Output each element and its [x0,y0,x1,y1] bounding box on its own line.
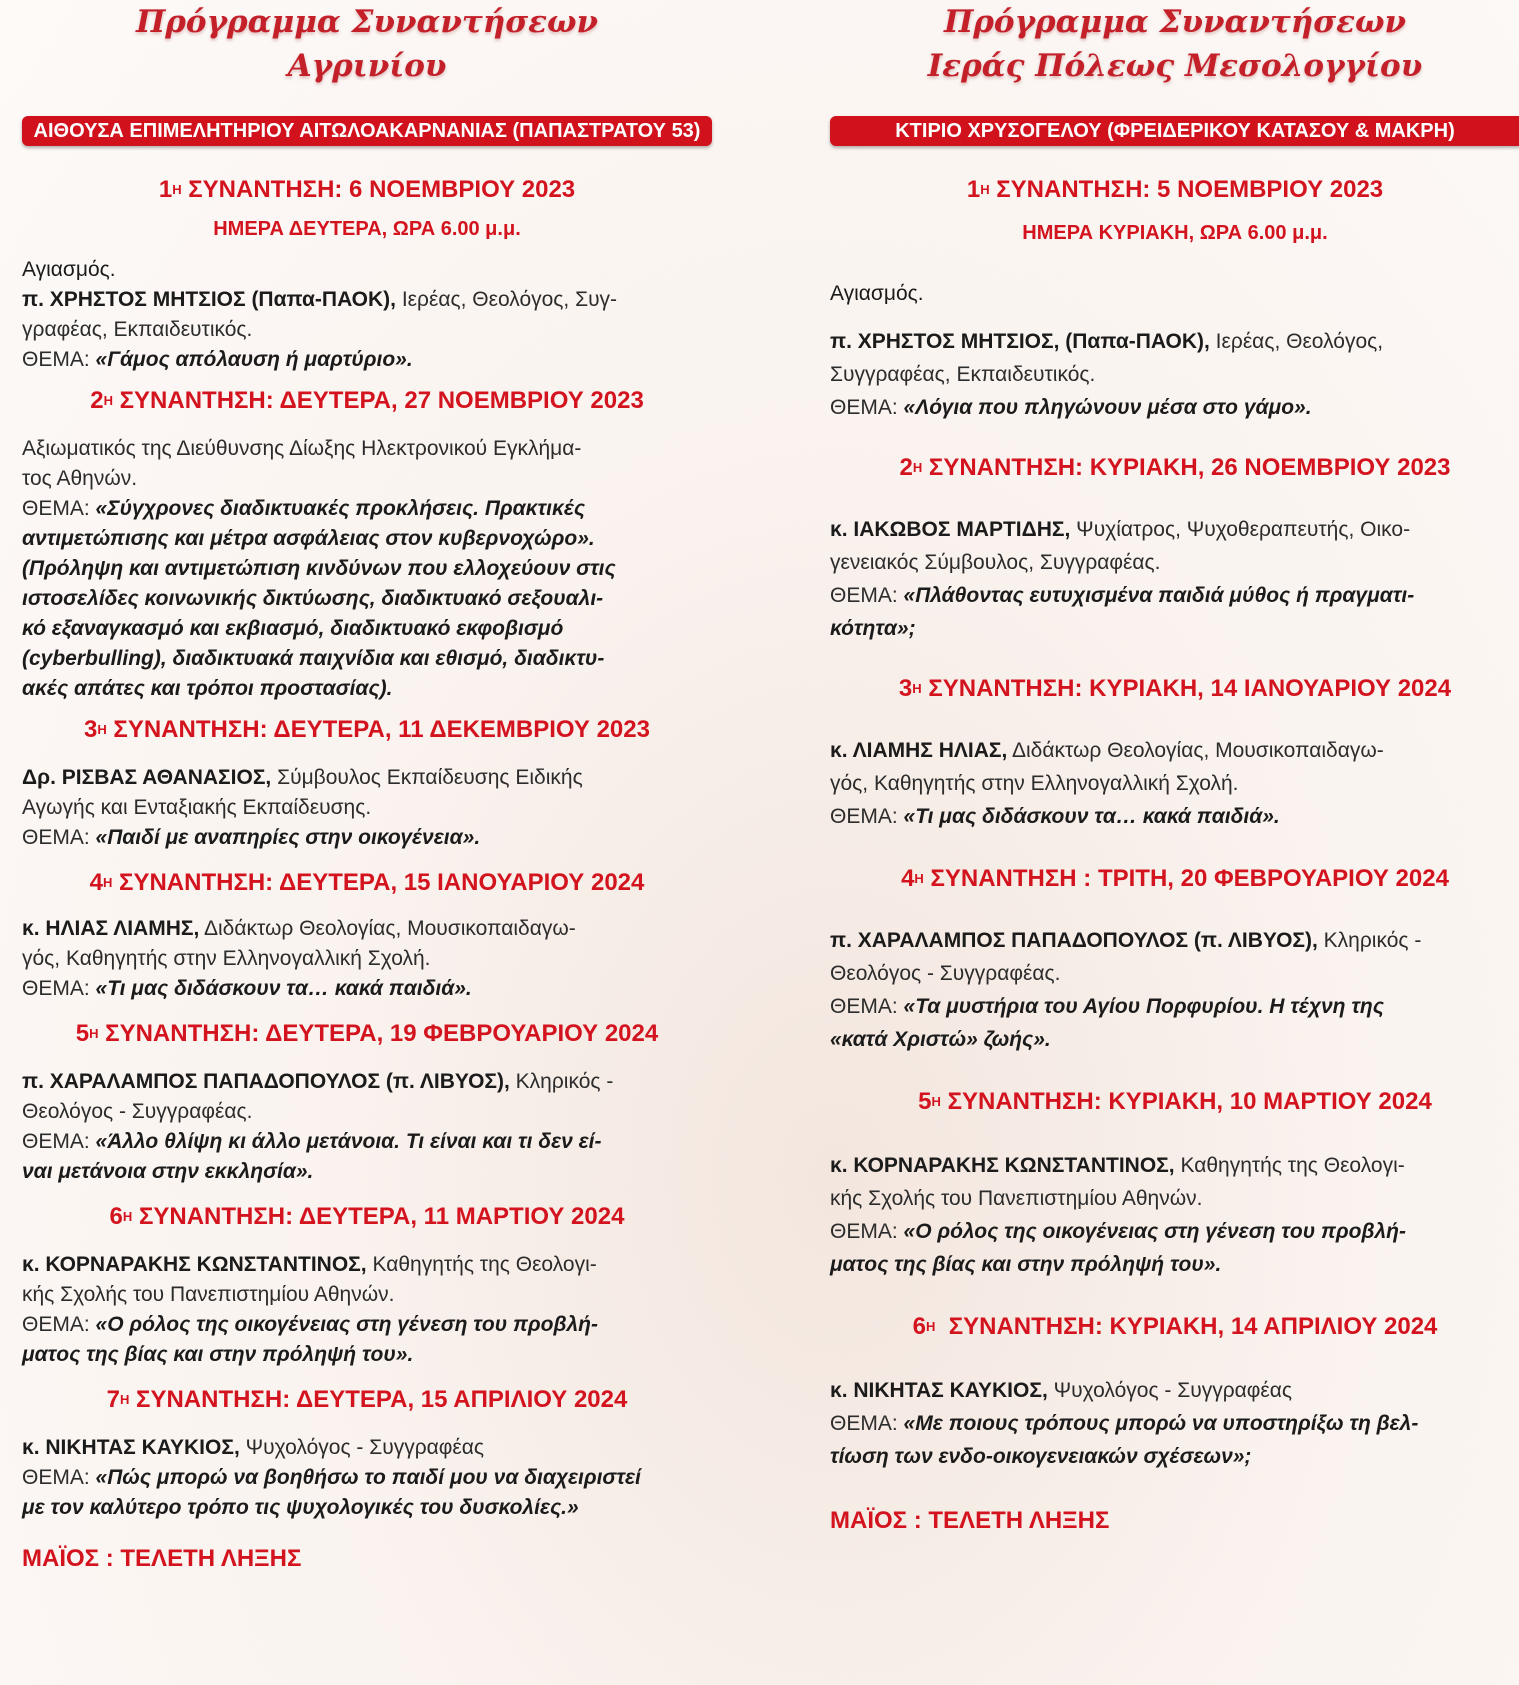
agrinio-title-line1: Πρόγραμμα Συναντήσεων [136,4,598,40]
meeting-heading: $5^H$ ΣΥΝΑΝΤΗΣΗ: ΚΥΡΙΑΚΗ, 10 ΜΑΡΤΙΟΥ 2024 [918,1088,1432,1115]
meeting-heading: $3^H$ ΣΥΝΑΝΤΗΣΗ: ΔΕΥΤΕΡΑ, 11 ΔΕΚΕΜΒΡΙΟΥ 2023 [84,716,650,743]
agrinio-venue-banner: ΑΙΘΟΥΣΑ ΕΠΙΜΕΛΗΤΗΡΙΟΥ ΑΙΤΩΛΟΑΚΑΡΝΑΝΙΑΣ (ΠΑΠΑΣΤΡΑΤΟΥ 53) [22,116,712,146]
meeting-heading: $4^H$ ΣΥΝΑΝΤΗΣΗ: ΔΕΥΤΕΡΑ, 15 ΙΑΝΟΥΑΡΙΟΥ 2024 [89,869,645,896]
meeting-details: κ. ΗΛΙΑΣ ΛΙΑΜΗΣ, Διδάκτωρ Θεολογίας, Μουσικοπαιδαγω- γός, Καθηγητής στην Ελληνογαλλική Σχολή. ΘΕΜΑ: «Τι μας διδάσκουν τα… κακά παιδιά». [22,917,576,1000]
mesolongi-title-line2: Ιεράς Πόλεως Μεσολογγίου [927,48,1423,84]
topic-text: «Άλλο θλίψη κι άλλο μετάνοια. Τι είναι και τι δεν εί- [95,1130,602,1153]
meeting-details: κ. ΛΙΑΜΗΣ ΗΛΙΑΣ, Διδάκτωρ Θεολογίας, Μουσικοπαιδαγω- γός, Καθηγητής στην Ελληνογαλλική Σχολή. ΘΕΜΑ: «Τι μας διδάσκουν τα… κακά παιδιά». [830,739,1384,828]
speaker-name: κ. ΚΟΡΝΑΡΑΚΗΣ ΚΩΝΣΤΑΝΤΙΝΟΣ, [830,1154,1175,1177]
meeting-heading: $3^H$ ΣΥΝΑΝΤΗΣΗ: ΚΥΡΙΑΚΗ, 14 ΙΑΝΟΥΑΡΙΟΥ 2024 [898,675,1452,702]
topic-text: «Πώς μπορώ να βοηθήσω το παιδί μου να διαχειριστεί [95,1466,641,1489]
meeting-heading: $6^H$ ΣΥΝΑΝΤΗΣΗ: ΔΕΥΤΕΡΑ, 11 ΜΑΡΤΙΟΥ 2024 [109,1203,625,1230]
meeting-heading: $2^H$ ΣΥΝΑΝΤΗΣΗ: ΔΕΥΤΕΡΑ, 27 ΝΟΕΜΒΡΙΟΥ 2023 [90,387,644,414]
speaker-name: Δρ. ΡΙΣΒΑΣ ΑΘΑΝΑΣΙΟΣ, [22,766,272,789]
speaker-name: π. ΧΡΗΣΤΟΣ ΜΗΤΣΙΟΣ (Παπα-ΠΑΟΚ), [22,288,397,311]
meeting-details: κ. ΚΟΡΝΑΡΑΚΗΣ ΚΩΝΣΤΑΝΤΙΝΟΣ, Καθηγητής της Θεολογι- κής Σχολής του Πανεπιστημίου Αθηνών. ΘΕΜΑ: «Ο ρόλος της οικογένειας στη γένεση του προβλή- ματος της βίας και στην πρόληψή του». [22,1253,598,1366]
meeting-heading: $6^H$ ΣΥΝΑΝΤΗΣΗ: ΚΥΡΙΑΚΗ, 14 ΑΠΡΙΛΙΟΥ 2024 [912,1313,1438,1340]
topic-text: «Τι μας διδάσκουν τα… κακά παιδιά». [95,977,472,1000]
meeting-details [830,277,1519,311]
closing-ceremony: ΜΑΪΟΣ : ΤΕΛΕΤΗ ΛΗΞΗΣ [22,1545,302,1572]
meeting-details: Δρ. ΡΙΣΒΑΣ ΑΘΑΝΑΣΙΟΣ, Σύμβουλος Εκπαίδευσης Ειδικής Αγωγής και Ενταξιακής Εκπαίδευσης. ΘΕΜΑ: «Παιδί με αναπηρίες στην οικογένεια». [22,766,583,849]
topic-text: «Παιδί με αναπηρίες στην οικογένεια». [95,826,481,849]
meeting-details: π. ΧΑΡΑΛΑΜΠΟΣ ΠΑΠΑΔΟΠΟΥΛΟΣ (π. ΛΙΒΥΟΣ), Κληρικός - Θεολόγος - Συγγραφέας. ΘΕΜΑ: «Τα μυστήρια του Αγίου Πορφυρίου. Η τέχνη της «κατά Χριστώ» ζωής». [830,929,1422,1051]
speaker-name: π. ΧΡΗΣΤΟΣ ΜΗΤΣΙΟΣ, (Παπα-ΠΑΟΚ), [830,330,1210,353]
topic-text: «Ο ρόλος της οικογένειας στη γένεση του προβλή- [95,1313,598,1336]
meeting-heading: $2^H$ ΣΥΝΑΝΤΗΣΗ: ΚΥΡΙΑΚΗ, 26 ΝΟΕΜΒΡΙΟΥ 2023 [899,454,1451,481]
topic-text: «Λόγια που πληγώνουν μέσα στο γάμο». [903,396,1312,419]
meeting-heading: $4^H$ ΣΥΝΑΝΤΗΣΗ : ΤΡΙΤΗ, 20 ΦΕΒΡΟΥΑΡΙΟΥ 2024 [901,865,1449,892]
topic-text: «Τα μυστήρια του Αγίου Πορφυρίου. Η τέχνη της [903,995,1384,1018]
meeting-details: κ. ΚΟΡΝΑΡΑΚΗΣ ΚΩΝΣΤΑΝΤΙΝΟΣ, Καθηγητής της Θεολογι- κής Σχολής του Πανεπιστημίου Αθηνών. ΘΕΜΑ: «Ο ρόλος της οικογένειας στη γένεση του προβλή- ματος της βίας και στην πρόληψή του». [830,1154,1406,1276]
meeting-heading: $5^H$ ΣΥΝΑΝΤΗΣΗ: ΔΕΥΤΕΡΑ, 19 ΦΕΒΡΟΥΑΡΙΟΥ 2024 [75,1020,659,1047]
speaker-name: κ. ΛΙΑΜΗΣ ΗΛΙΑΣ, [830,739,1008,762]
meeting-details: Αγιασμός. π. ΧΡΗΣΤΟΣ ΜΗΤΣΙΟΣ (Παπα-ΠΑΟΚ), Ιερέας, Θεολόγος, Συγ- γραφέας, Εκπαιδευτικός. ΘΕΜΑ: «Γάμος απόλαυση ή μαρτύριο». [22,258,618,371]
speaker-name: π. ΧΑΡΑΛΑΜΠΟΣ ΠΑΠΑΔΟΠΟΥΛΟΣ (π. ΛΙΒΥΟΣ), [22,1070,510,1093]
mesolongi-program [830,0,1519,1537]
agrinio-program [22,0,712,1575]
meeting-details: Αξιωματικός της Διεύθυνσης Δίωξης Ηλεκτρονικού Εγκλήμα- τος Αθηνών. ΘΕΜΑ: «Σύγχρονες διαδικτυακές προκλήσεις. Πρακτικές αντιμετώπισης και μέτρα ασφάλειας στον κυβερνοχώρο». (Πρόληψη και αντιμετώπιση κινδύνων που ελλοχεύουν στις ιστοσελίδες κοινωνικής δικτύωσης, διαδικτυακό σεξουαλι- κό εξαναγκασμό και εκβιασμό, διαδικτυακό εκφοβισμό (cyberbulling), διαδικτυακά παιχνίδια και εθισμό, διαδικτυ- ακές απάτες και τρόποι προστασίας). [22,437,616,700]
topic-text: «Σύγχρονες διαδικτυακές προκλήσεις. Πρακτικές [95,497,586,520]
meeting-heading: $7^H$ ΣΥΝΑΝΤΗΣΗ: ΔΕΥΤΕΡΑ, 15 ΑΠΡΙΛΙΟΥ 2024 [106,1386,628,1413]
meeting-heading: $1^H$ ΣΥΝΑΝΤΗΣΗ: 5 ΝΟΕΜΒΡΙΟΥ 2023 [966,176,1384,203]
speaker-name: κ. ΙΑΚΩΒΟΣ ΜΑΡΤΙΔΗΣ, [830,518,1071,541]
topic-text: «Γάμος απόλαυση ή μαρτύριο». [95,348,413,371]
mesolongi-title-line1: Πρόγραμμα Συναντήσεων [944,4,1406,40]
meeting-details: π. ΧΡΗΣΤΟΣ ΜΗΤΣΙΟΣ, (Παπα-ΠΑΟΚ), Ιερέας, Θεολόγος, Συγγραφέας, Εκπαιδευτικός. ΘΕΜΑ: «Λόγια που πληγώνουν μέσα στο γάμο». [830,330,1384,419]
speaker-name: κ. ΝΙΚΗΤΑΣ ΚΑΥΚΙΟΣ, [22,1436,240,1459]
meeting-details: κ. ΝΙΚΗΤΑΣ ΚΑΥΚΙΟΣ, Ψυχολόγος - Συγγραφέας ΘΕΜΑ: «Πώς μπορώ να βοηθήσω το παιδί μου να διαχειριστεί με τον καλύτερο τρόπο τις ψυχολογικές του δυσκολίες.» [22,1436,641,1519]
topic-text: «Πλάθοντας ευτυχισμένα παιδιά μύθος ή πραγματι- [903,584,1415,607]
blessing-text: Αγιασμός. [830,282,924,305]
mesolongi-venue-banner: ΚΤΙΡΙΟ ΧΡΥΣΟΓΕΛΟΥ (ΦΡΕΙΔΕΡΙΚΟΥ ΚΑΤΑΣΟΥ & ΜΑΚΡΗ) [830,116,1519,146]
meeting-details: κ. ΝΙΚΗΤΑΣ ΚΑΥΚΙΟΣ, Ψυχολόγος - Συγγραφέας ΘΕΜΑ: «Με ποιους τρόπους μπορώ να υποστηρίξω τη βελ- τίωση των ενδο-οικογενειακών σχέσεων»; [830,1379,1419,1468]
speaker-name: π. ΧΑΡΑΛΑΜΠΟΣ ΠΑΠΑΔΟΠΟΥΛΟΣ (π. ΛΙΒΥΟΣ), [830,929,1318,952]
meeting-day-time: ΗΜΕΡΑ ΔΕΥΤΕΡΑ, ΩΡΑ 6.00 μ.μ. [213,218,521,240]
topic-text: «Τι μας διδάσκουν τα… κακά παιδιά». [903,805,1280,828]
topic-text: «Με ποιους τρόπους μπορώ να υποστηρίξω τη βελ- [903,1412,1419,1435]
closing-ceremony: ΜΑΪΟΣ : ΤΕΛΕΤΗ ΛΗΞΗΣ [830,1507,1110,1534]
speaker-name: κ. ΗΛΙΑΣ ΛΙΑΜΗΣ, [22,917,200,940]
speaker-name: κ. ΝΙΚΗΤΑΣ ΚΑΥΚΙΟΣ, [830,1379,1048,1402]
meeting-day-time: ΗΜΕΡΑ ΚΥΡΙΑΚΗ, ΩΡΑ 6.00 μ.μ. [1022,222,1328,244]
topic-text: «Ο ρόλος της οικογένειας στη γένεση του προβλή- [903,1220,1406,1243]
speaker-name: κ. ΚΟΡΝΑΡΑΚΗΣ ΚΩΝΣΤΑΝΤΙΝΟΣ, [22,1253,367,1276]
blessing-text: Αγιασμός. [22,258,116,281]
agrinio-title [22,0,712,88]
agrinio-title-line2: Αγρινίου [287,48,447,84]
meeting-heading: $1^H$ ΣΥΝΑΝΤΗΣΗ: 6 ΝΟΕΜΒΡΙΟΥ 2023 [158,176,576,203]
mesolongi-title [830,0,1519,88]
meeting-details: κ. ΙΑΚΩΒΟΣ ΜΑΡΤΙΔΗΣ, Ψυχίατρος, Ψυχοθεραπευτής, Οικο- γενειακός Σύμβουλος, Συγγραφέας. ΘΕΜΑ: «Πλάθοντας ευτυχισμένα παιδιά μύθος ή πραγματι- κότητα»; [830,518,1415,640]
meeting-details: π. ΧΑΡΑΛΑΜΠΟΣ ΠΑΠΑΔΟΠΟΥΛΟΣ (π. ΛΙΒΥΟΣ), Κληρικός - Θεολόγος - Συγγραφέας. ΘΕΜΑ: «Άλλο θλίψη κι άλλο μετάνοια. Τι είναι και τι δεν εί- ναι μετάνοια στην εκκλησία». [22,1070,614,1183]
